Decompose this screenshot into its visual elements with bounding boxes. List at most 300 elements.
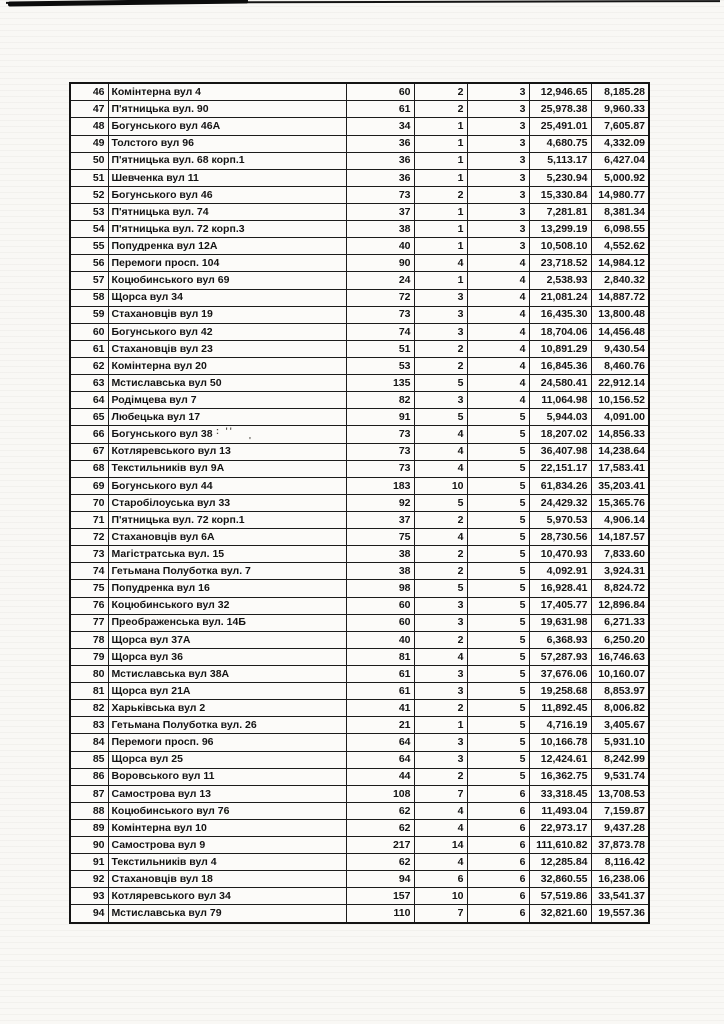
value-cell-1: 108 [346,785,414,802]
value-cell-1: 73 [346,306,414,323]
row-number-cell: 76 [70,597,108,614]
row-number-cell: 94 [70,905,108,923]
row-number-cell: 54 [70,221,108,238]
value-cell-3: 5 [467,546,529,563]
address-cell: Стахановців вул 18 [108,871,346,888]
address-cell: П'ятницька вул. 90 [108,101,346,118]
value-cell-1: 90 [346,255,414,272]
value-cell-1: 38 [346,546,414,563]
value-cell-2: 5 [414,580,467,597]
address-cell: Щорса вул 21А [108,683,346,700]
amount-cell-2: 17,583.41 [591,460,649,477]
row-number-cell: 60 [70,323,108,340]
amount-cell-2: 9,960.33 [591,101,649,118]
value-cell-1: 110 [346,905,414,923]
table-row [70,597,649,614]
address-cell: Преображенська вул. 14Б [108,614,346,631]
amount-cell-2: 13,800.48 [591,306,649,323]
amount-cell-1: 5,113.17 [529,152,591,169]
row-number-cell: 93 [70,888,108,905]
row-number-cell: 81 [70,683,108,700]
row-number-cell: 46 [70,83,108,101]
value-cell-2: 2 [414,546,467,563]
row-number-cell: 82 [70,700,108,717]
value-cell-1: 36 [346,169,414,186]
table-row [70,854,649,871]
amount-cell-2: 8,381.34 [591,204,649,221]
value-cell-2: 4 [414,443,467,460]
value-cell-3: 5 [467,409,529,426]
table-row [70,734,649,751]
value-cell-3: 3 [467,83,529,101]
amount-cell-1: 32,821.60 [529,905,591,923]
value-cell-1: 82 [346,392,414,409]
value-cell-3: 4 [467,323,529,340]
value-cell-1: 183 [346,477,414,494]
amount-cell-2: 14,187.57 [591,529,649,546]
table-row [70,221,649,238]
value-cell-2: 3 [414,392,467,409]
value-cell-2: 2 [414,700,467,717]
row-number-cell: 66 [70,426,108,443]
address-cell: Гетьмана Полуботка вул. 26 [108,717,346,734]
amount-cell-1: 19,631.98 [529,614,591,631]
value-cell-3: 6 [467,819,529,836]
value-cell-1: 38 [346,563,414,580]
row-number-cell: 67 [70,443,108,460]
value-cell-3: 3 [467,101,529,118]
value-cell-1: 38 [346,221,414,238]
amount-cell-2: 12,896.84 [591,597,649,614]
value-cell-3: 3 [467,221,529,238]
table-row [70,785,649,802]
address-cell: Самострова вул 13 [108,785,346,802]
address-cell: П'ятницька вул. 68 корп.1 [108,152,346,169]
table-row [70,614,649,631]
value-cell-2: 1 [414,204,467,221]
amount-cell-1: 32,860.55 [529,871,591,888]
value-cell-3: 5 [467,426,529,443]
address-cell: Щорса вул 36 [108,648,346,665]
table-row [70,409,649,426]
amount-cell-2: 7,159.87 [591,802,649,819]
table-row [70,392,649,409]
table-row [70,563,649,580]
address-cell: П'ятницька вул. 74 [108,204,346,221]
value-cell-1: 44 [346,768,414,785]
value-cell-1: 92 [346,494,414,511]
value-cell-2: 3 [414,306,467,323]
table-row [70,819,649,836]
amount-cell-1: 28,730.56 [529,529,591,546]
value-cell-1: 40 [346,631,414,648]
value-cell-2: 6 [414,871,467,888]
table-row [70,665,649,682]
value-cell-3: 6 [467,837,529,854]
amount-cell-1: 19,258.68 [529,683,591,700]
value-cell-3: 4 [467,289,529,306]
value-cell-2: 14 [414,837,467,854]
amount-cell-1: 37,676.06 [529,665,591,682]
table-row [70,888,649,905]
amount-cell-1: 17,405.77 [529,597,591,614]
value-cell-1: 61 [346,665,414,682]
value-cell-3: 3 [467,118,529,135]
table-row [70,135,649,152]
row-number-cell: 48 [70,118,108,135]
value-cell-3: 4 [467,357,529,374]
value-cell-2: 2 [414,83,467,101]
amount-cell-1: 18,704.06 [529,323,591,340]
amount-cell-2: 9,437.28 [591,819,649,836]
value-cell-2: 4 [414,426,467,443]
row-number-cell: 79 [70,648,108,665]
value-cell-2: 3 [414,614,467,631]
table-row [70,546,649,563]
value-cell-3: 4 [467,340,529,357]
amount-cell-2: 10,156.52 [591,392,649,409]
value-cell-3: 5 [467,460,529,477]
address-cell: Текстильників вул 9А [108,460,346,477]
table-row [70,152,649,169]
value-cell-3: 6 [467,905,529,923]
address-cell: Перемоги просп. 96 [108,734,346,751]
value-cell-2: 1 [414,152,467,169]
table-row [70,357,649,374]
table-row [70,631,649,648]
amount-cell-1: 12,946.65 [529,83,591,101]
value-cell-3: 5 [467,477,529,494]
address-cell: Стахановців вул 6А [108,529,346,546]
row-number-cell: 58 [70,289,108,306]
address-cell: Щорса вул 37А [108,631,346,648]
table-row [70,204,649,221]
value-cell-3: 4 [467,306,529,323]
amount-cell-2: 14,238.64 [591,443,649,460]
value-cell-2: 4 [414,460,467,477]
amount-cell-2: 7,605.87 [591,118,649,135]
amount-cell-1: 5,944.03 [529,409,591,426]
value-cell-2: 2 [414,357,467,374]
address-data-table [69,82,650,924]
address-cell: Коцюбинського вул 69 [108,272,346,289]
row-number-cell: 51 [70,169,108,186]
value-cell-3: 5 [467,700,529,717]
address-cell: Котляревського вул 34 [108,888,346,905]
amount-cell-1: 5,230.94 [529,169,591,186]
value-cell-2: 4 [414,819,467,836]
value-cell-2: 1 [414,272,467,289]
value-cell-1: 157 [346,888,414,905]
amount-cell-2: 8,242.99 [591,751,649,768]
scan-artifact-top-blob [8,0,248,6]
amount-cell-2: 6,427.04 [591,152,649,169]
table-row [70,802,649,819]
row-number-cell: 84 [70,734,108,751]
value-cell-2: 2 [414,511,467,528]
row-number-cell: 86 [70,768,108,785]
value-cell-1: 73 [346,186,414,203]
table-row [70,717,649,734]
amount-cell-1: 57,287.93 [529,648,591,665]
value-cell-3: 5 [467,597,529,614]
value-cell-3: 6 [467,854,529,871]
pencil-mark: : '' [216,426,234,436]
value-cell-1: 62 [346,854,414,871]
row-number-cell: 87 [70,785,108,802]
value-cell-3: 5 [467,563,529,580]
address-cell: Богунського вул 46 [108,186,346,203]
amount-cell-2: 5,931.10 [591,734,649,751]
table-row [70,169,649,186]
table-row [70,751,649,768]
amount-cell-2: 13,708.53 [591,785,649,802]
value-cell-3: 5 [467,648,529,665]
amount-cell-1: 11,064.98 [529,392,591,409]
value-cell-2: 2 [414,631,467,648]
row-number-cell: 52 [70,186,108,203]
address-cell: Родімцева вул 7 [108,392,346,409]
value-cell-3: 5 [467,734,529,751]
amount-cell-1: 12,285.84 [529,854,591,871]
value-cell-1: 61 [346,683,414,700]
value-cell-2: 3 [414,289,467,306]
amount-cell-1: 21,081.24 [529,289,591,306]
row-number-cell: 53 [70,204,108,221]
value-cell-3: 4 [467,272,529,289]
table-row [70,460,649,477]
value-cell-2: 3 [414,597,467,614]
table-row [70,511,649,528]
amount-cell-2: 14,887.72 [591,289,649,306]
amount-cell-2: 4,906.14 [591,511,649,528]
value-cell-3: 5 [467,683,529,700]
amount-cell-2: 8,460.76 [591,357,649,374]
amount-cell-2: 37,873.78 [591,837,649,854]
address-cell: Котляревського вул 13 [108,443,346,460]
amount-cell-2: 19,557.36 [591,905,649,923]
address-cell: П'ятницька вул. 72 корп.1 [108,511,346,528]
amount-cell-2: 14,984.12 [591,255,649,272]
value-cell-1: 37 [346,204,414,221]
value-cell-2: 1 [414,135,467,152]
value-cell-3: 6 [467,785,529,802]
address-cell: Толстого вул 96 [108,135,346,152]
amount-cell-1: 111,610.82 [529,837,591,854]
value-cell-1: 62 [346,819,414,836]
amount-cell-2: 15,365.76 [591,494,649,511]
amount-cell-1: 24,580.41 [529,375,591,392]
table-row [70,323,649,340]
amount-cell-1: 25,491.01 [529,118,591,135]
value-cell-1: 73 [346,443,414,460]
value-cell-3: 4 [467,375,529,392]
value-cell-3: 4 [467,392,529,409]
value-cell-2: 2 [414,768,467,785]
amount-cell-2: 9,430.54 [591,340,649,357]
table-row [70,375,649,392]
value-cell-2: 7 [414,785,467,802]
address-cell: Магістратська вул. 15 [108,546,346,563]
value-cell-2: 7 [414,905,467,923]
row-number-cell: 71 [70,511,108,528]
value-cell-1: 94 [346,871,414,888]
amount-cell-1: 33,318.45 [529,785,591,802]
value-cell-1: 36 [346,152,414,169]
amount-cell-1: 4,092.91 [529,563,591,580]
value-cell-2: 2 [414,101,467,118]
value-cell-1: 217 [346,837,414,854]
amount-cell-2: 8,853.97 [591,683,649,700]
address-cell: Гетьмана Полуботка вул. 7 [108,563,346,580]
amount-cell-1: 6,368.93 [529,631,591,648]
value-cell-2: 4 [414,529,467,546]
row-number-cell: 75 [70,580,108,597]
amount-cell-1: 10,891.29 [529,340,591,357]
value-cell-1: 62 [346,802,414,819]
amount-cell-2: 4,332.09 [591,135,649,152]
value-cell-1: 81 [346,648,414,665]
row-number-cell: 59 [70,306,108,323]
value-cell-3: 6 [467,871,529,888]
amount-cell-2: 5,000.92 [591,169,649,186]
value-cell-3: 5 [467,614,529,631]
value-cell-1: 74 [346,323,414,340]
amount-cell-1: 25,978.38 [529,101,591,118]
value-cell-3: 3 [467,169,529,186]
amount-cell-1: 22,151.17 [529,460,591,477]
value-cell-1: 73 [346,426,414,443]
row-number-cell: 64 [70,392,108,409]
pencil-mark: ' [249,436,251,445]
row-number-cell: 90 [70,837,108,854]
row-number-cell: 91 [70,854,108,871]
value-cell-3: 5 [467,768,529,785]
row-number-cell: 92 [70,871,108,888]
address-cell: Комінтерна вул 20 [108,357,346,374]
address-cell: Попудренка вул 12А [108,238,346,255]
value-cell-2: 1 [414,221,467,238]
amount-cell-1: 10,470.93 [529,546,591,563]
table-row [70,306,649,323]
amount-cell-2: 7,833.60 [591,546,649,563]
value-cell-3: 5 [467,717,529,734]
value-cell-2: 10 [414,888,467,905]
table-row [70,580,649,597]
row-number-cell: 47 [70,101,108,118]
value-cell-1: 61 [346,101,414,118]
table-row [70,272,649,289]
amount-cell-2: 4,552.62 [591,238,649,255]
value-cell-1: 51 [346,340,414,357]
amount-cell-1: 15,330.84 [529,186,591,203]
value-cell-3: 5 [467,631,529,648]
table-row [70,101,649,118]
amount-cell-2: 8,185.28 [591,83,649,101]
value-cell-2: 3 [414,683,467,700]
value-cell-2: 5 [414,494,467,511]
value-cell-3: 3 [467,238,529,255]
value-cell-2: 1 [414,169,467,186]
address-cell: Богунського вул 38 [108,426,346,443]
value-cell-2: 4 [414,648,467,665]
amount-cell-1: 13,299.19 [529,221,591,238]
address-cell: Богунського вул 44 [108,477,346,494]
amount-cell-1: 5,970.53 [529,511,591,528]
address-cell: Перемоги просп. 104 [108,255,346,272]
value-cell-2: 4 [414,255,467,272]
amount-cell-1: 61,834.26 [529,477,591,494]
value-cell-2: 4 [414,802,467,819]
amount-cell-1: 16,435.30 [529,306,591,323]
table-row [70,83,649,101]
amount-cell-2: 8,824.72 [591,580,649,597]
row-number-cell: 89 [70,819,108,836]
value-cell-2: 1 [414,118,467,135]
value-cell-2: 2 [414,563,467,580]
row-number-cell: 55 [70,238,108,255]
value-cell-1: 64 [346,751,414,768]
address-cell: Текстильників вул 4 [108,854,346,871]
address-cell: Стахановців вул 23 [108,340,346,357]
value-cell-1: 98 [346,580,414,597]
address-cell: Богунського вул 42 [108,323,346,340]
row-number-cell: 65 [70,409,108,426]
value-cell-1: 36 [346,135,414,152]
amount-cell-2: 3,405.67 [591,717,649,734]
value-cell-1: 60 [346,597,414,614]
amount-cell-2: 2,840.32 [591,272,649,289]
value-cell-3: 5 [467,580,529,597]
value-cell-1: 53 [346,357,414,374]
amount-cell-2: 9,531.74 [591,768,649,785]
amount-cell-1: 16,845.36 [529,357,591,374]
row-number-cell: 57 [70,272,108,289]
address-cell: Любецька вул 17 [108,409,346,426]
value-cell-2: 2 [414,340,467,357]
row-number-cell: 77 [70,614,108,631]
row-number-cell: 56 [70,255,108,272]
amount-cell-2: 6,098.55 [591,221,649,238]
amount-cell-2: 6,271.33 [591,614,649,631]
row-number-cell: 50 [70,152,108,169]
table-row [70,700,649,717]
address-cell: Щорса вул 34 [108,289,346,306]
value-cell-1: 75 [346,529,414,546]
table-row [70,289,649,306]
row-number-cell: 70 [70,494,108,511]
amount-cell-2: 14,856.33 [591,426,649,443]
amount-cell-2: 22,912.14 [591,375,649,392]
amount-cell-2: 8,006.82 [591,700,649,717]
row-number-cell: 78 [70,631,108,648]
address-cell: Комінтерна вул 10 [108,819,346,836]
address-cell: Попудренка вул 16 [108,580,346,597]
value-cell-3: 3 [467,152,529,169]
value-cell-2: 1 [414,717,467,734]
table-row [70,905,649,923]
amount-cell-2: 10,160.07 [591,665,649,682]
table-row [70,255,649,272]
amount-cell-2: 6,250.20 [591,631,649,648]
table-row [70,683,649,700]
amount-cell-1: 16,362.75 [529,768,591,785]
address-cell: Воровського вул 11 [108,768,346,785]
table-row [70,443,649,460]
address-cell: Коцюбинського вул 76 [108,802,346,819]
amount-cell-2: 14,456.48 [591,323,649,340]
amount-cell-2: 16,238.06 [591,871,649,888]
